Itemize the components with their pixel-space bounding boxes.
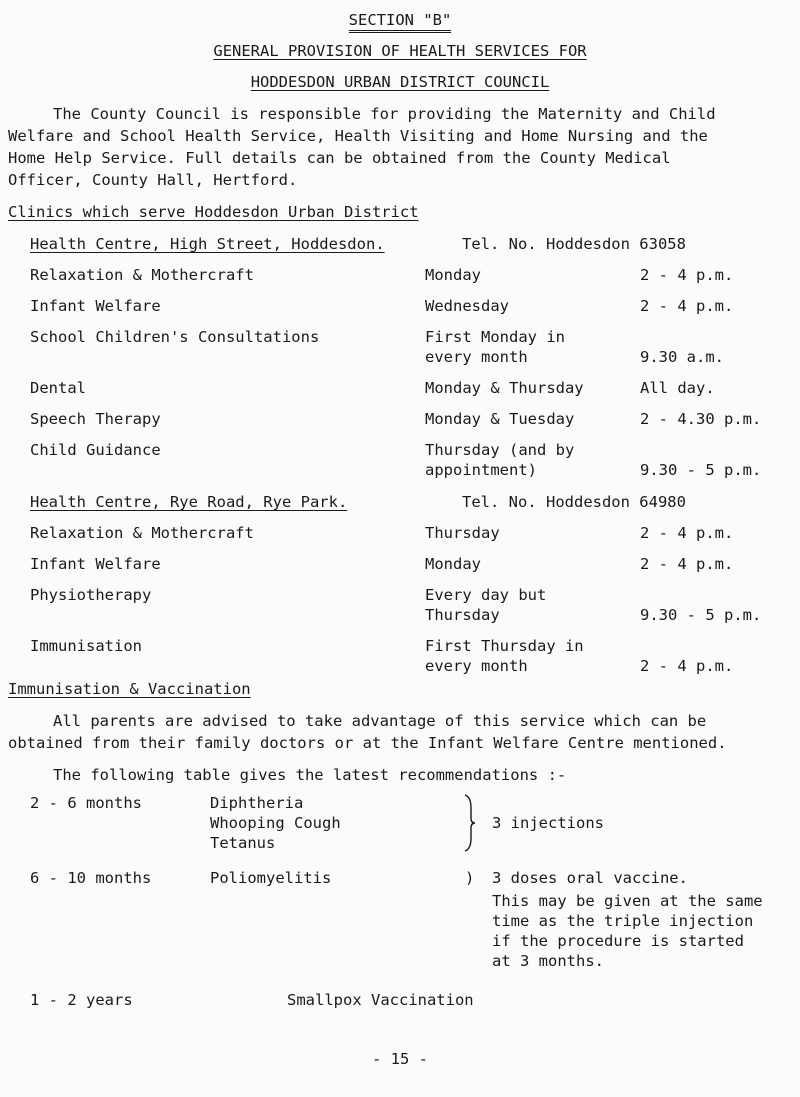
service-name: Physiotherapy [30, 586, 152, 604]
age-range: 2 - 6 months [30, 794, 142, 812]
vaccine-name: Poliomyelitis [210, 869, 332, 887]
service-day: Monday & Tuesday [425, 410, 575, 428]
immunisation-para-line-2: obtained from their family doctors or at the Infant Welfare Centre mentioned. [8, 734, 727, 752]
service-name: Speech Therapy [30, 410, 161, 428]
centre-2-telephone: Tel. No. Hoddesdon 64980 [462, 493, 686, 511]
service-name: Relaxation & Mothercraft [30, 266, 254, 284]
intro-line-1: The County Council is responsible for providing the Maternity and Child [53, 105, 716, 123]
service-time: 2 - 4 p.m. [640, 297, 734, 315]
intro-line-2: Welfare and School Health Service, Health Visiting and Home Nursing and the [8, 127, 708, 145]
dose-note-line-3: if the procedure is started [492, 932, 744, 950]
service-day-continued: every month [425, 657, 528, 675]
page-number: - 15 - [372, 1050, 428, 1068]
service-time: 2 - 4 p.m. [640, 266, 734, 284]
document-title: GENERAL PROVISION OF HEALTH SERVICES FOR [213, 42, 587, 60]
service-day: First Thursday in [425, 637, 584, 655]
service-day: Every day but [425, 586, 547, 604]
dose-note-line-2: time as the triple injection [492, 912, 754, 930]
service-time: 2 - 4 p.m. [640, 524, 734, 542]
service-time: 9.30 a.m. [640, 348, 724, 366]
service-day: Thursday [425, 524, 500, 542]
dose-note-line-1: This may be given at the same [492, 892, 763, 910]
service-name: Dental [30, 379, 86, 397]
age-range: 1 - 2 years [30, 991, 133, 1009]
service-day-continued: Thursday [425, 606, 500, 624]
centre-1-title: Health Centre, High Street, Hoddesdon. [30, 235, 385, 253]
service-time: 9.30 - 5 p.m. [640, 606, 762, 624]
service-time: 2 - 4 p.m. [640, 657, 734, 675]
service-name: School Children's Consultations [30, 328, 320, 346]
immunisation-heading: Immunisation & Vaccination [8, 680, 251, 698]
right-brace-icon [464, 794, 476, 852]
service-name: Relaxation & Mothercraft [30, 524, 254, 542]
vaccine-name: Smallpox Vaccination [287, 991, 474, 1009]
service-day: Monday [425, 555, 481, 573]
vaccine-name: Whooping Cough [210, 814, 341, 832]
service-name: Infant Welfare [30, 297, 161, 315]
service-name: Child Guidance [30, 441, 161, 459]
dose-description: 3 injections [492, 814, 604, 832]
service-day: Wednesday [425, 297, 509, 315]
service-time: All day. [640, 379, 715, 397]
vaccine-name: Tetanus [210, 834, 276, 852]
vaccine-name: Diphtheria [210, 794, 304, 812]
closing-parenthesis: ) [465, 869, 475, 887]
centre-2-title: Health Centre, Rye Road, Rye Park. [30, 493, 348, 511]
immunisation-para-line-1: All parents are advised to take advantage of this service which can be [53, 712, 707, 730]
centre-1-telephone: Tel. No. Hoddesdon 63058 [462, 235, 686, 253]
dose-description: 3 doses oral vaccine. [492, 869, 688, 887]
service-time: 2 - 4.30 p.m. [640, 410, 762, 428]
service-day-continued: appointment) [425, 461, 537, 479]
service-day: Monday [425, 266, 481, 284]
dose-note-line-4: at 3 months. [492, 952, 604, 970]
age-range: 6 - 10 months [30, 869, 152, 887]
service-day: Monday & Thursday [425, 379, 584, 397]
section-heading: SECTION "B" [0, 10, 800, 30]
recommendations-intro: The following table gives the latest recommendations :- [53, 766, 567, 784]
service-time: 2 - 4 p.m. [640, 555, 734, 573]
intro-line-3: Home Help Service. Full details can be obtained from the County Medical [8, 149, 671, 167]
service-day: First Monday in [425, 328, 565, 346]
service-day-continued: every month [425, 348, 528, 366]
service-name: Infant Welfare [30, 555, 161, 573]
intro-line-4: Officer, County Hall, Hertford. [8, 171, 298, 189]
service-time: 9.30 - 5 p.m. [640, 461, 762, 479]
district-title: HODDESDON URBAN DISTRICT COUNCIL [250, 73, 550, 91]
service-day: Thursday (and by [425, 441, 575, 459]
service-name: Immunisation [30, 637, 142, 655]
clinics-heading: Clinics which serve Hoddesdon Urban District [8, 203, 419, 221]
